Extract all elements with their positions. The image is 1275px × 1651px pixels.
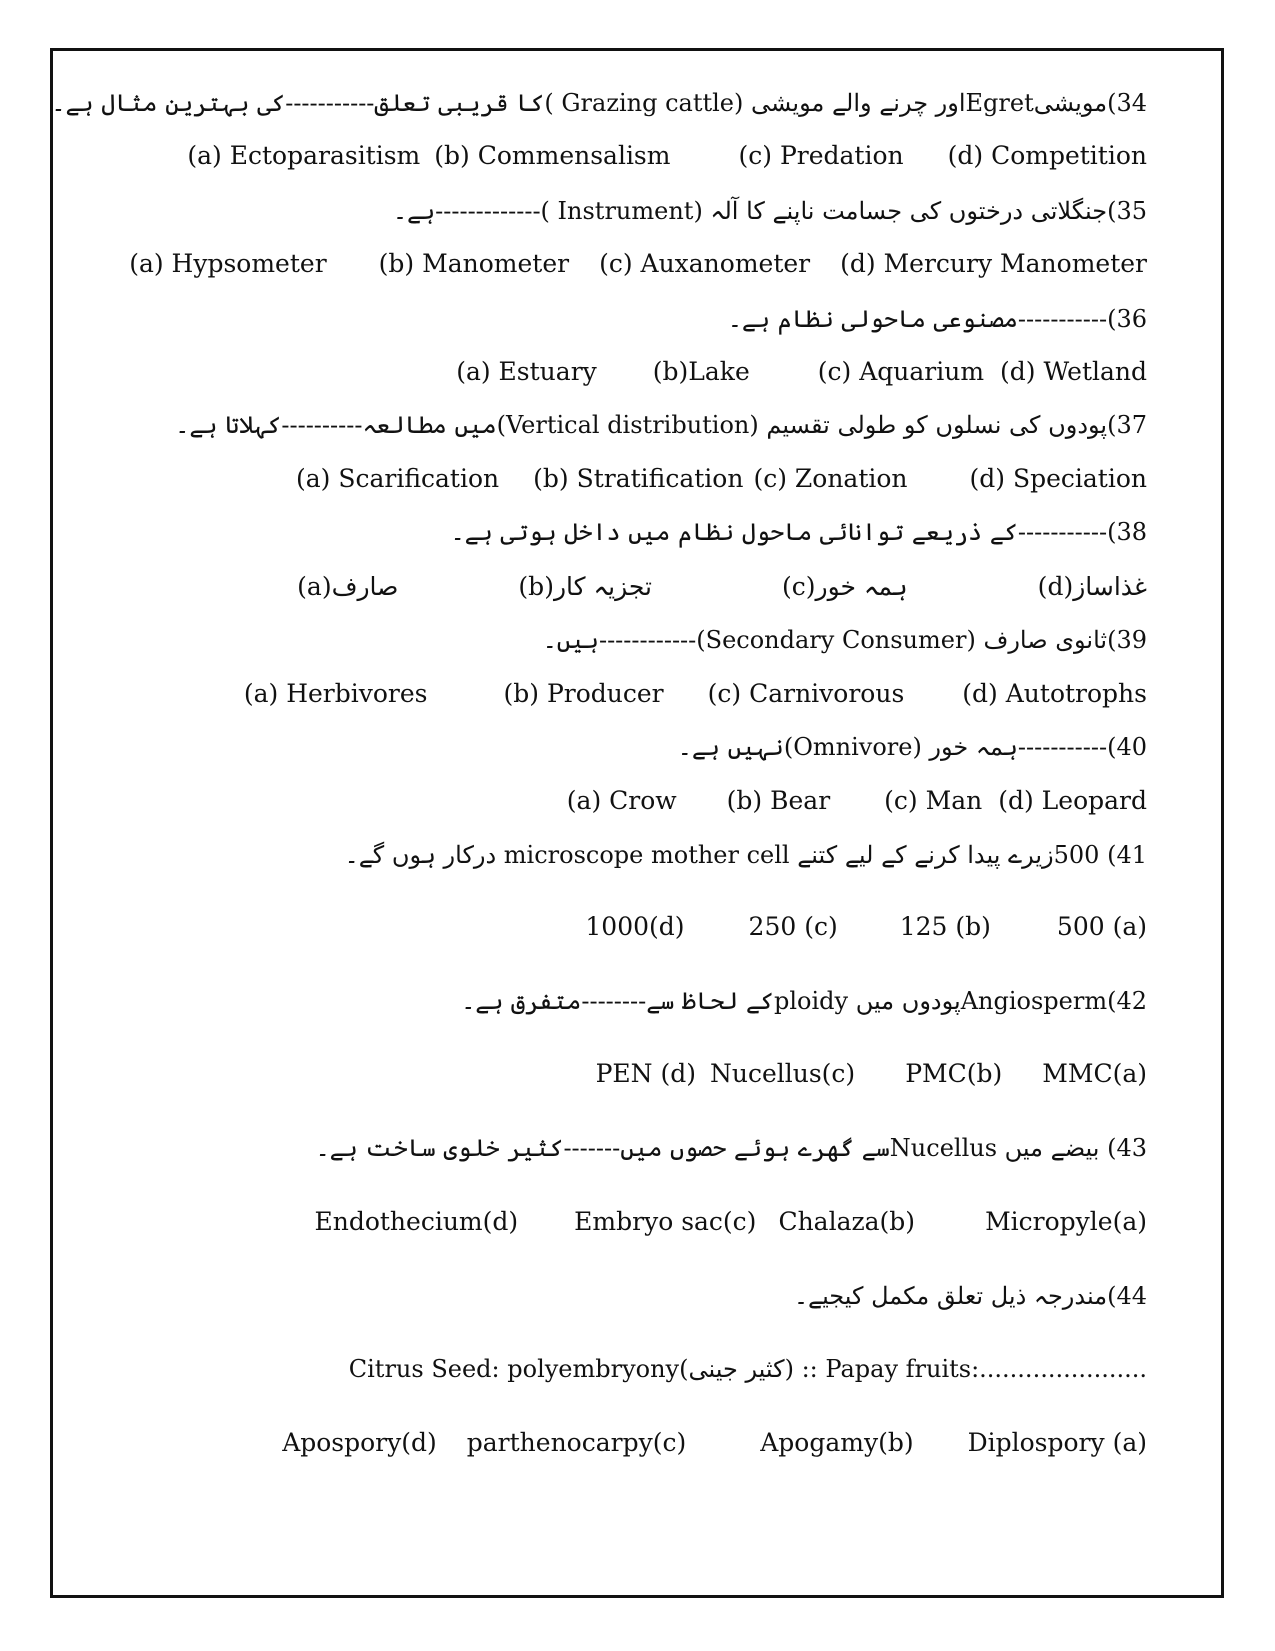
question-37-stem: 37)پودوں کی نسلوں کو طولی تقسیم (Vertical distribution)میں مطالعہ----------کہلاتا ہے۔ [175, 411, 1147, 439]
question-34-options [187, 139, 1147, 173]
question-39-options [244, 677, 1147, 711]
option-d: Endothecium(d) [314, 1207, 519, 1236]
option-d: (d) Speciation [969, 464, 1147, 493]
option-a: (a) Ectoparasitism [187, 141, 421, 170]
question-38-options [297, 570, 1147, 604]
question-44-analogy: Citrus Seed: polyembryony(کثیر جینی) :: Papay fruits:...................... [348, 1355, 1147, 1383]
option-c: (c) Carnivorous [707, 679, 905, 708]
question-44-stem: 44)مندرجہ ذیل تعلق مکمل کیجیے۔ [793, 1282, 1147, 1310]
option-c: parthenocarpy(c) [466, 1428, 687, 1457]
option-d: (d) Competition [947, 141, 1147, 170]
option-d: (d) Mercury Manometer [840, 249, 1147, 278]
question-41-stem: 41) 500زیرے پیدا کرنے کے لیے کتنے microscope mother cell درکار ہوں گے۔ [344, 841, 1147, 869]
option-b: (b)Lake [652, 357, 750, 386]
option-d: غذاساز(d) [1037, 572, 1147, 601]
question-42-options [596, 1057, 1147, 1091]
option-d: 1000(d) [585, 912, 685, 941]
question-35-stem: 35)جنگلاتی درختوں کی جسامت ناپنے کا آلہ (Instrument )-------------ہے۔ [392, 197, 1147, 225]
option-d: Apospory(d) [282, 1428, 437, 1457]
option-d: PEN (d) [595, 1059, 696, 1088]
option-a: MMC(a) [1042, 1059, 1147, 1088]
option-b: Chalaza(b) [778, 1207, 916, 1236]
option-a: (a) Crow [566, 786, 677, 815]
question-38-stem: 38)-----------کے ذریعے توانائی ماحول نظام میں داخل ہوتی ہے۔ [450, 518, 1147, 546]
option-a: Micropyle(a) [985, 1207, 1147, 1236]
question-35-options [129, 247, 1147, 281]
option-a: Diplospory (a) [967, 1428, 1147, 1457]
question-39-stem: 39)ثانوی صارف (Secondary Consumer)------------ہیں۔ [542, 626, 1147, 654]
option-c: ہمہ خور(c) [781, 572, 908, 601]
question-34-stem: 34)مویشیEgretاور چرنے والے مویشی (Grazing cattle )کا قریبی تعلق-----------کی بہترین مثال ہے۔ [51, 89, 1147, 117]
option-d: (d) Wetland [1000, 357, 1147, 386]
option-a: صارف(a) [297, 572, 399, 601]
option-b: (b) Manometer [378, 249, 570, 278]
option-c: (c) Zonation [753, 464, 908, 493]
question-40-stem: 40)-----------ہمہ خور (Omnivore)نہیں ہے۔ [677, 733, 1147, 761]
question-44-options [282, 1426, 1147, 1460]
question-43-stem: 43) بیضے میں Nucellusسے گھرے ہوئے حصوں میں-------کثیر خلوی ساخت ہے۔ [315, 1134, 1147, 1162]
option-c: Nucellus(c) [709, 1059, 856, 1088]
option-d: (d) Autotrophs [962, 679, 1147, 708]
question-41-options [585, 910, 1147, 944]
option-a: (a) Scarification [296, 464, 500, 493]
option-b: Apogamy(b) [760, 1428, 914, 1457]
option-b: (b) Producer [503, 679, 664, 708]
option-b: تجزیہ کار(b) [518, 572, 652, 601]
option-c: 250 (c) [748, 912, 838, 941]
option-b: (b) Commensalism [434, 141, 671, 170]
option-c: Embryo sac(c) [574, 1207, 757, 1236]
option-b: (b) Stratification [533, 464, 744, 493]
question-37-options [296, 462, 1147, 496]
option-c: (c) Aquarium [817, 357, 985, 386]
option-a: 500 (a) [1056, 912, 1147, 941]
option-c: (c) Man [884, 786, 983, 815]
question-40-options [567, 784, 1147, 818]
question-36-stem: 36)-----------مصنوعی ماحولی نظام ہے۔ [727, 305, 1147, 333]
option-c: (c) Auxanometer [599, 249, 811, 278]
option-a: (a) Hypsometer [129, 249, 327, 278]
option-b: PMC(b) [905, 1059, 1003, 1088]
option-b: 125 (b) [899, 912, 991, 941]
option-d: (d) Leopard [998, 786, 1147, 815]
option-b: (b) Bear [726, 786, 831, 815]
question-42-stem: 42)Angiospermپودوں میں ploidyکے لحاظ سے--------متفرق ہے۔ [461, 987, 1147, 1015]
question-43-options [314, 1205, 1147, 1239]
option-c: (c) Predation [738, 141, 904, 170]
option-a: (a) Estuary [456, 357, 597, 386]
question-36-options [456, 355, 1147, 389]
option-a: (a) Herbivores [243, 679, 428, 708]
